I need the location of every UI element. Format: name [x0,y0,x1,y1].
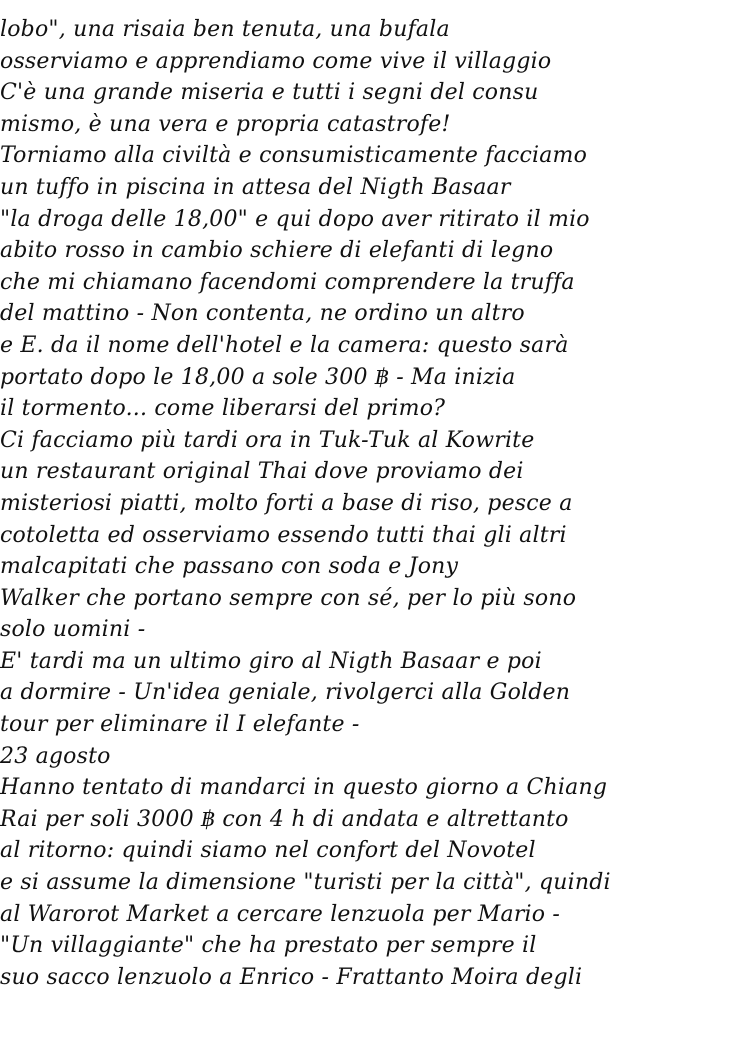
text-line: misteriosi piatti, molto forti a base di riso, pesce a [0,490,573,516]
text-line: Torniamo alla civiltà e consumisticamente facciamo [0,143,588,169]
text-line: e si assume la dimensione "turisti per la città", quindi [0,870,611,896]
text-line: al ritorno: quindi siamo nel confort del Novotel [0,838,536,864]
text-line: malcapitati che passano con soda e Jony [0,554,459,580]
text-line: suo sacco lenzuolo a Enrico - Frattanto Moira degli [0,964,583,990]
text-line: "Un villaggiante" che ha prestato per sempre il [0,933,537,959]
text-line: al Warorot Market a cercare lenzuola per Mario - [0,901,561,927]
text-line: un restaurant original Thai dove proviamo dei [0,459,524,485]
text-line: tour per eliminare il I elefante - [0,712,360,738]
text-line: che mi chiamano facendomi comprendere la truffa [0,269,575,295]
text-line: portato dopo le 18,00 a sole 300 ฿ - Ma inizia [0,364,516,390]
text-line: Hanno tentato di mandarci in questo giorno a Chiang [0,775,608,801]
text-line: "la droga delle 18,00" e qui dopo aver ritirato il mio [0,206,590,232]
text-line: e E. da il nome dell'hotel e la camera: questo sarà [0,332,569,358]
text-line: C'è una grande miseria e tutti i segni del consu [0,80,539,106]
text-line: mismo, è una vera e propria catastrofe! [0,111,451,137]
text-line: cotoletta ed osserviamo essendo tutti thai gli altri [0,522,567,548]
text-line: osserviamo e apprendiamo come vive il villaggio [0,48,552,74]
text-line: abito rosso in cambio schiere di elefanti di legno [0,238,554,264]
date-heading: 23 agosto [0,743,111,769]
text-line: Rai per soli 3000 ฿ con 4 h di andata e altrettanto [0,806,569,832]
text-line: del mattino - Non contenta, ne ordino un altro [0,301,525,327]
text-line: a dormire - Un'idea geniale, rivolgerci alla Golden [0,680,571,706]
text-line: un tuffo in piscina in attesa del Nigth Basaar [0,174,511,200]
text-line: solo uomini - [0,617,146,643]
text-line: Ci facciamo più tardi ora in Tuk-Tuk al Kowrite [0,427,535,453]
text-line: lobo", una risaia ben tenuta, una bufala [0,17,450,42]
text-lines [0,14,737,993]
text-line: E' tardi ma un ultimo giro al Nigth Basaar e poi [0,648,542,674]
text-line: il tormento... come liberarsi del primo? [0,396,446,422]
text-line: Walker che portano sempre con sé, per lo più sono [0,585,577,611]
